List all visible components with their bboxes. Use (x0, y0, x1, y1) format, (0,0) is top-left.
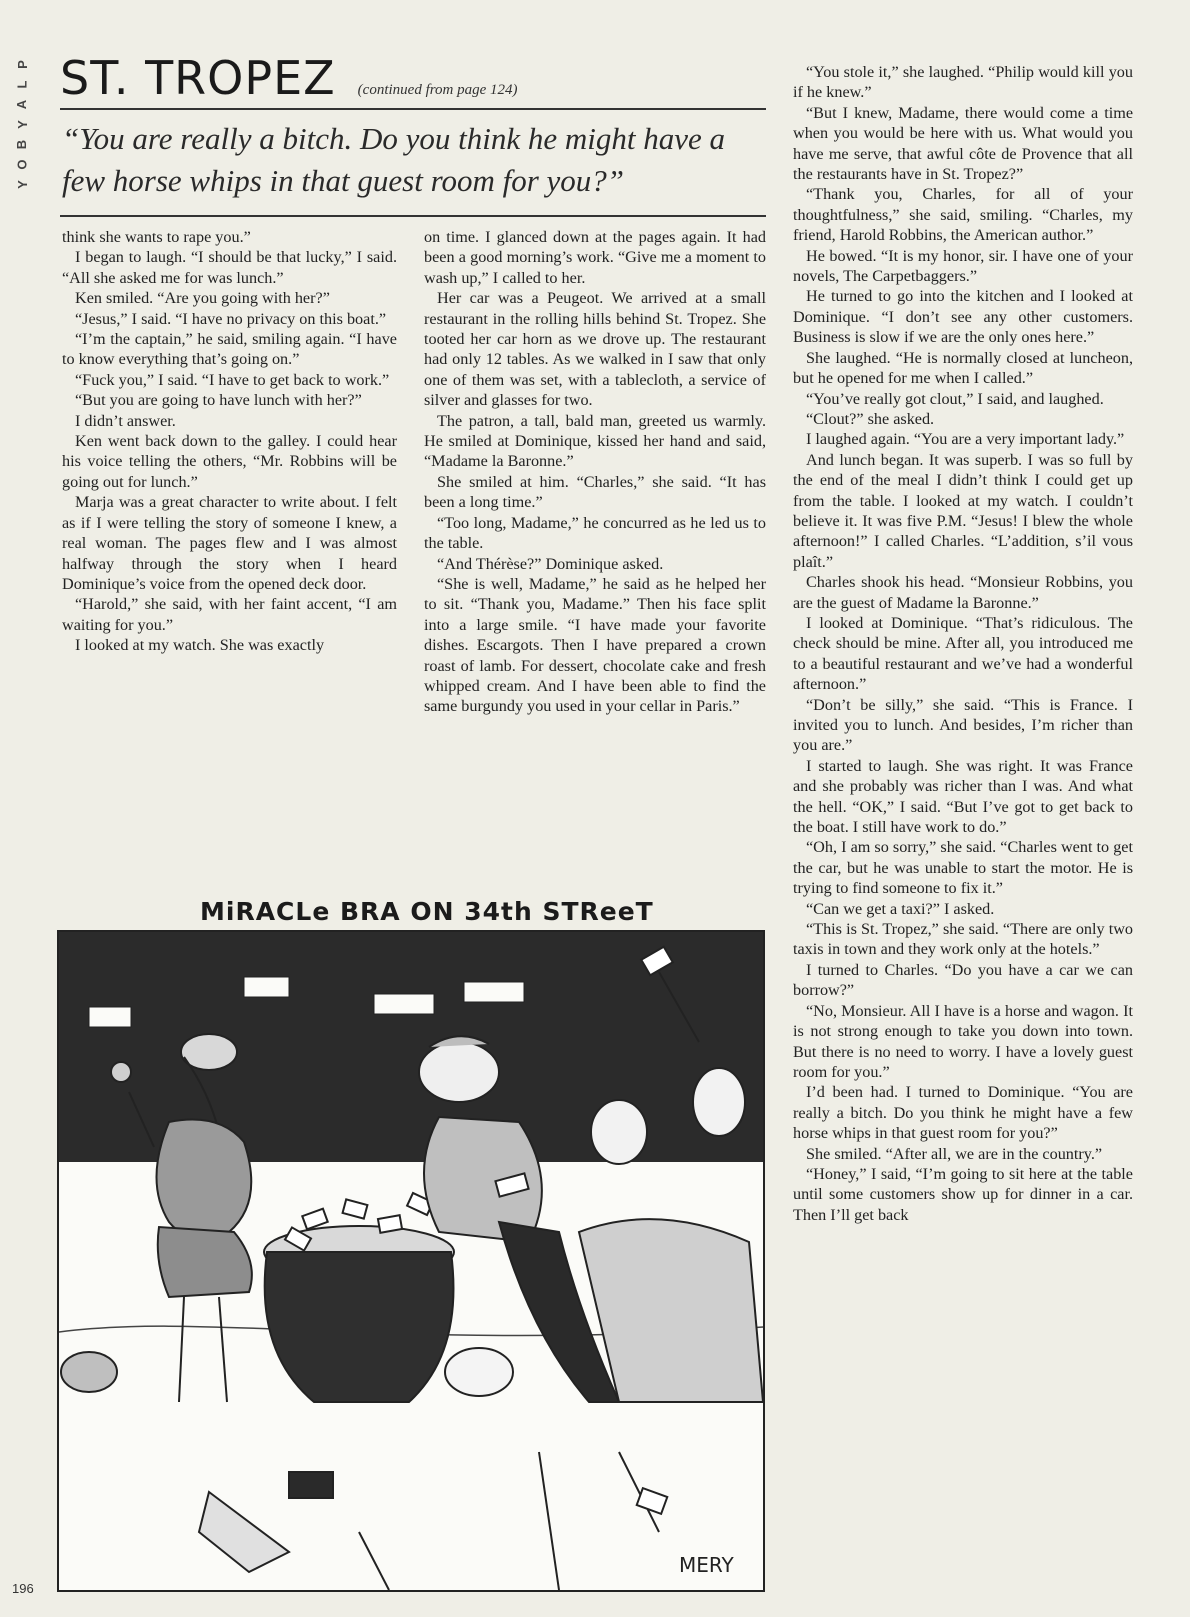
header-rule-top (60, 108, 766, 110)
page-number: 196 (12, 1581, 34, 1596)
paragraph: “And Thérèse?” Dominique asked. (437, 554, 664, 573)
wall-brick (244, 977, 289, 997)
paragraph: I laughed again. “You are a very important lady.” (806, 430, 1125, 449)
paragraph: “You stole it,” she laughed. “Philip would kill you if he knew.” (793, 63, 1133, 102)
cartoon-drawing (59, 932, 763, 1590)
article-header (60, 50, 518, 106)
paragraph: “You’ve really got clout,” I said, and laughed. (806, 389, 1104, 408)
paragraph: “She is well, Madame,” he said as he helped her to sit. “Thank you, Madame.” Then his face split into a large smile. “I have made your favorite dishes. Escargots. Then I have prepared a crown roast of lamb. For dessert, chocolate cake and fresh whipped cream. And I have been able to find the same burgundy you used in your cellar in Paris.” (424, 574, 766, 716)
playboy-masthead: P L A Y B O Y (14, 60, 30, 189)
paragraph: And lunch began. It was superb. I was so full by the end of the meal I didn’t think I could get up from the table. I looked at my watch. I couldn’t believe it. It was five P.M. “Jesus! I blew the whole afternoon!” I called Charles. “L’addition, s’il vous plaît.” (793, 450, 1133, 571)
paragraph: I began to laugh. “I should be that lucky,” I said. “All she asked me for was lunch.” (62, 248, 397, 287)
text-column-2 (424, 227, 766, 717)
paragraph: think she wants to rape you.” (62, 228, 251, 246)
paragraph: He bowed. “It is my honor, sir. I have one of your novels, The Carpetbaggers.” (793, 246, 1133, 286)
paragraph: “This is St. Tropez,” she said. “There are only two taxis in town and they work only at the hotels.” (793, 920, 1133, 959)
paragraph: “Don’t be silly,” she said. “This is France. I invited you to lunch. And besides, I’m richer than you are.” (793, 695, 1133, 755)
article-title: ST. TROPEZ (60, 51, 336, 105)
paragraph: I looked at Dominique. “That’s ridiculous. The check should be mine. After all, you introduced me to a beautiful restaurant and we’ve had a wonderful afternoon.” (793, 613, 1133, 694)
cartoon-illustration (57, 930, 765, 1592)
paragraph: I started to laugh. She was right. It was France and she probably was richer than I was. And what the hell. “OK,” I said. “But I’ve got to get back to the boat. I still have work to do.” (793, 756, 1133, 837)
continued-note: (continued from page 124) (357, 82, 518, 98)
paragraph: “But you are going to have lunch with her?” (75, 391, 362, 410)
paragraph: Charles shook his head. “Monsieur Robbins, you are the guest of Madame la Baronne.” (793, 573, 1133, 612)
paragraph: Her car was a Peugeot. We arrived at a small restaurant in the rolling hills behind St. Tropez. She tooted her car horn as we drove up. The restaurant had only 12 tables. As we walked in I saw that only one of them was set, with a tablecloth, a service of silver and glasses for two. (424, 289, 766, 410)
paragraph: I turned to Charles. “Do you have a car we can borrow?” (793, 960, 1133, 1000)
paragraph: “Oh, I am so sorry,” she said. “Charles went to get the car, but he was unable to start the motor. He is trying to find someone to fix it.” (793, 838, 1133, 898)
paragraph: “Can we get a taxi?” I asked. (806, 899, 995, 918)
wall-brick (374, 994, 434, 1014)
paragraph: I didn’t answer. (75, 411, 176, 430)
artist-signature: MERY (679, 1553, 734, 1577)
paragraph: Ken went back down to the galley. I could hear his voice telling the others, “Mr. Robbins will be going out for lunch.” (62, 432, 397, 491)
paragraph: She laughed. “He is normally closed at luncheon, but he opened for me when I called.” (793, 348, 1133, 388)
paragraph: “I’m the captain,” he said, smiling again. “I have to know everything that’s going on.” (62, 330, 397, 369)
pull-quote: “You are really a bitch. Do you think he might have a few horse whips in that guest room for you?” (62, 121, 725, 198)
paragraph: on time. I glanced down at the pages again. It had been a good morning’s work. “Give me a moment to wash up,” I called to her. (424, 228, 766, 287)
paragraph: “Jesus,” I said. “I have no privacy on this boat.” (75, 309, 387, 328)
header-rule-bottom (60, 215, 766, 217)
paragraph: “Honey,” I said, “I’m going to sit here at the table until some customers show up for dinner in a car. Then I’ll get back (793, 1164, 1133, 1224)
paragraph: “Too long, Madame,” he concurred as he led us to the table. (424, 513, 766, 553)
wall-brick (464, 982, 524, 1002)
paragraph: Marja was a great character to write about. I felt as if I were telling the story of someone I knew, a real woman. The pages flew and I was almost halfway through the story when I heard Dominique’s voice from the opened deck door. (62, 493, 397, 593)
paragraph: “Harold,” she said, with her faint accent, “I am waiting for you.” (62, 595, 397, 634)
cartoon-caption: MiRACLe BRA ON 34th STReeT (200, 897, 654, 926)
paragraph: “Thank you, Charles, for all of your thoughtfulness,” she said, smiling. “Charles, my friend, Harold Robbins, the American author.” (793, 185, 1133, 245)
paragraph: Ken smiled. “Are you going with her?” (75, 289, 330, 308)
text-column-1 (62, 227, 397, 656)
paragraph: “No, Monsieur. All I have is a horse and wagon. It is not strong enough to take you down into town. But there is no need to worry. I have a lovely guest room for you.” (793, 1001, 1133, 1081)
paragraph: She smiled at him. “Charles,” she said. “It has been a long time.” (424, 472, 766, 512)
paragraph: He turned to go into the kitchen and I looked at Dominique. “I don’t see any other customers. Business is slow if we are the only ones here.” (793, 287, 1133, 347)
text-column-3 (793, 62, 1133, 1225)
paragraph: The patron, a tall, bald man, greeted us warmly. He smiled at Dominique, kissed her hand and said, “Madame la Baronne.” (424, 411, 766, 471)
paragraph: She smiled. “After all, we are in the country.” (806, 1144, 1103, 1163)
paragraph: “But I knew, Madame, there would come a time when you would be here with us. What would you have me serve, that awful côte de Provence that all the restaurants have in St. Tropez?” (793, 103, 1133, 184)
paragraph: I looked at my watch. She was exactly (75, 636, 325, 655)
wall-brick (89, 1007, 131, 1027)
paragraph: “Clout?” she asked. (806, 409, 935, 428)
paragraph: I’d been had. I turned to Dominique. “You are really a bitch. Do you think he might have a few horse whips in that guest room for you?” (793, 1083, 1133, 1143)
paragraph: “Fuck you,” I said. “I have to get back to work.” (75, 370, 390, 389)
